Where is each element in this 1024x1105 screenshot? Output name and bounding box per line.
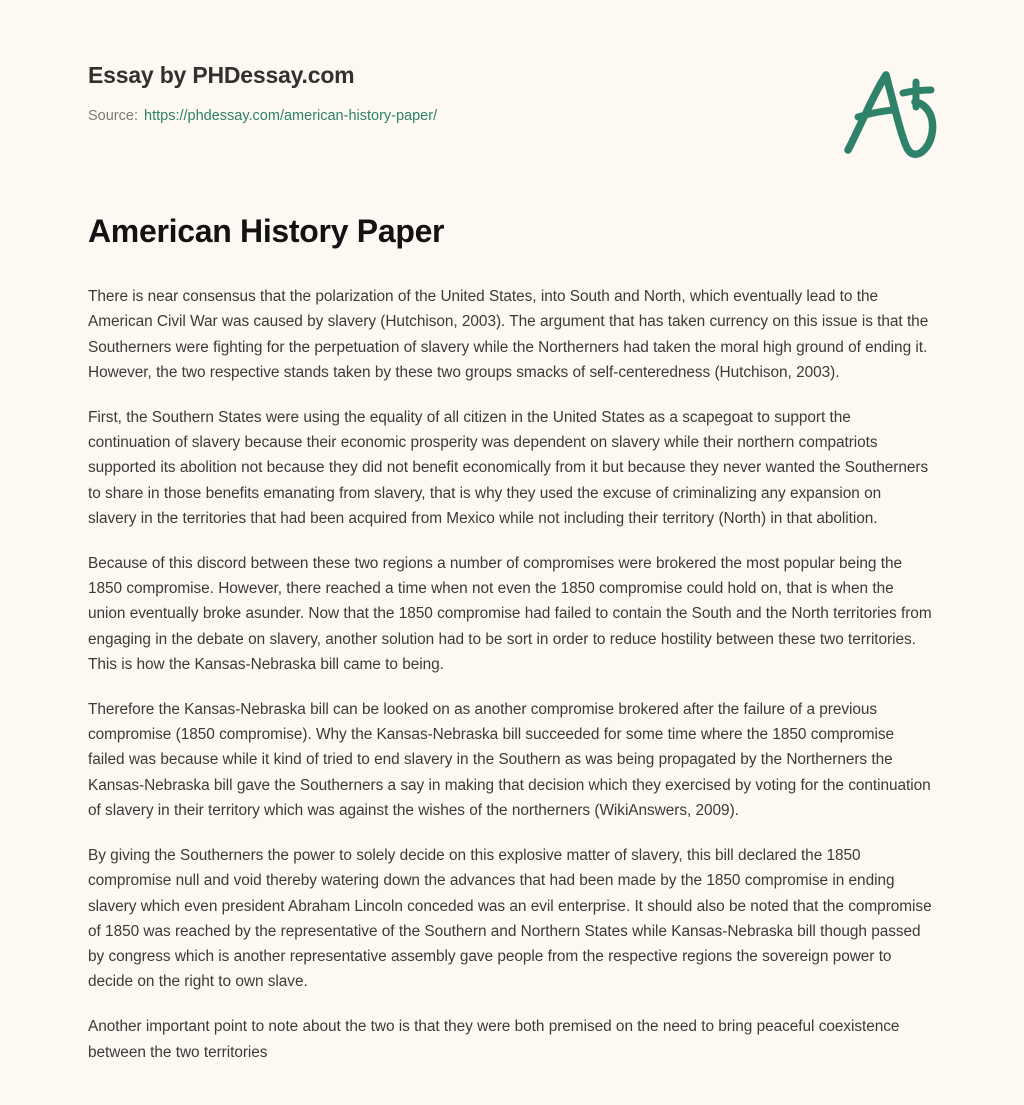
source-label: Source: [88, 107, 138, 124]
source-url-link[interactable]: https://phdessay.com/american-history-paper/ [144, 107, 438, 124]
page-header [0, 0, 1024, 125]
paragraph: There is near consensus that the polarization of the United States, into South and North, which eventually lead to the American Civil War was caused by slavery (Hutchison, 2003). The argument that has taken currency on this issue is that the Southerners were fighting for the perpetuation of slavery while the Northerners had taken the moral high ground of ending it. However, the two respective stands taken by these two groups smacks of self-centeredness (Hutchison, 2003). [88, 288, 929, 381]
paragraph: First, the Southern States were using the equality of all citizen in the United States as a scapegoat to support the continuation of slavery because their economic prosperity was dependent on slavery while their northern compatriots supported its abolition not because they did not benefit economically from it but because they never wanted the Southerners to share in those benefits emanating from slavery, that is why they used the excuse of criminalizing any expansion on slavery in the territories that had been acquired from Mexico while not including their territory (North) in that abolition. [88, 409, 929, 527]
brand-title: Essay by PHDessay.com [88, 62, 355, 88]
paragraph: Another important point to note about the two is that they were both premised on the need to bring peaceful coexistence between the two territories [88, 1018, 900, 1061]
essay-body [0, 250, 1024, 1104]
paragraph: Because of this discord between these two regions a number of compromises were brokered the most popular being the 1850 compromise. However, there reached a time when not even the 1850 compromise could hold on, that is when the union eventually broke asunder. Now that the 1850 compromise had failed to contain the South and the North territories from engaging in the debate on slavery, another solution had to be sort in order to reduce hostility between these two territories. This is how the Kansas-Nebraska bill came to being. [88, 555, 932, 673]
page-title: American History Paper [88, 213, 445, 250]
paragraph: By giving the Southerners the power to solely decide on this explosive matter of slavery, this bill declared the 1850 compromise null and void thereby watering down the advances that had been made by the 1850 compromise in ending slavery which even president Abraham Lincoln conceded was an evil enterprise. It should also be noted that the compromise of 1850 was reached by the representative of the Southern and Northern States while Kansas-Nebraska bill though passed by congress which is another representative assembly gave people from the respective regions the sovereign power to decide on the right to own slave. [88, 847, 932, 991]
source-line [88, 107, 952, 126]
paragraph: Therefore the Kansas-Nebraska bill can be looked on as another compromise brokered after the failure of a previous compromise (1850 compromise). Why the Kansas-Nebraska bill succeeded for some time where the 1850 compromise failed was because while it kind of tried to end slavery in the Southern as was being propagated by the Northerners the Kansas-Nebraska bill gave the Southerners a say in making that decision which they exercised by voting for the continuation of slavery in their territory which was against the wishes of the northerners (WikiAnswers, 2009). [88, 701, 931, 819]
